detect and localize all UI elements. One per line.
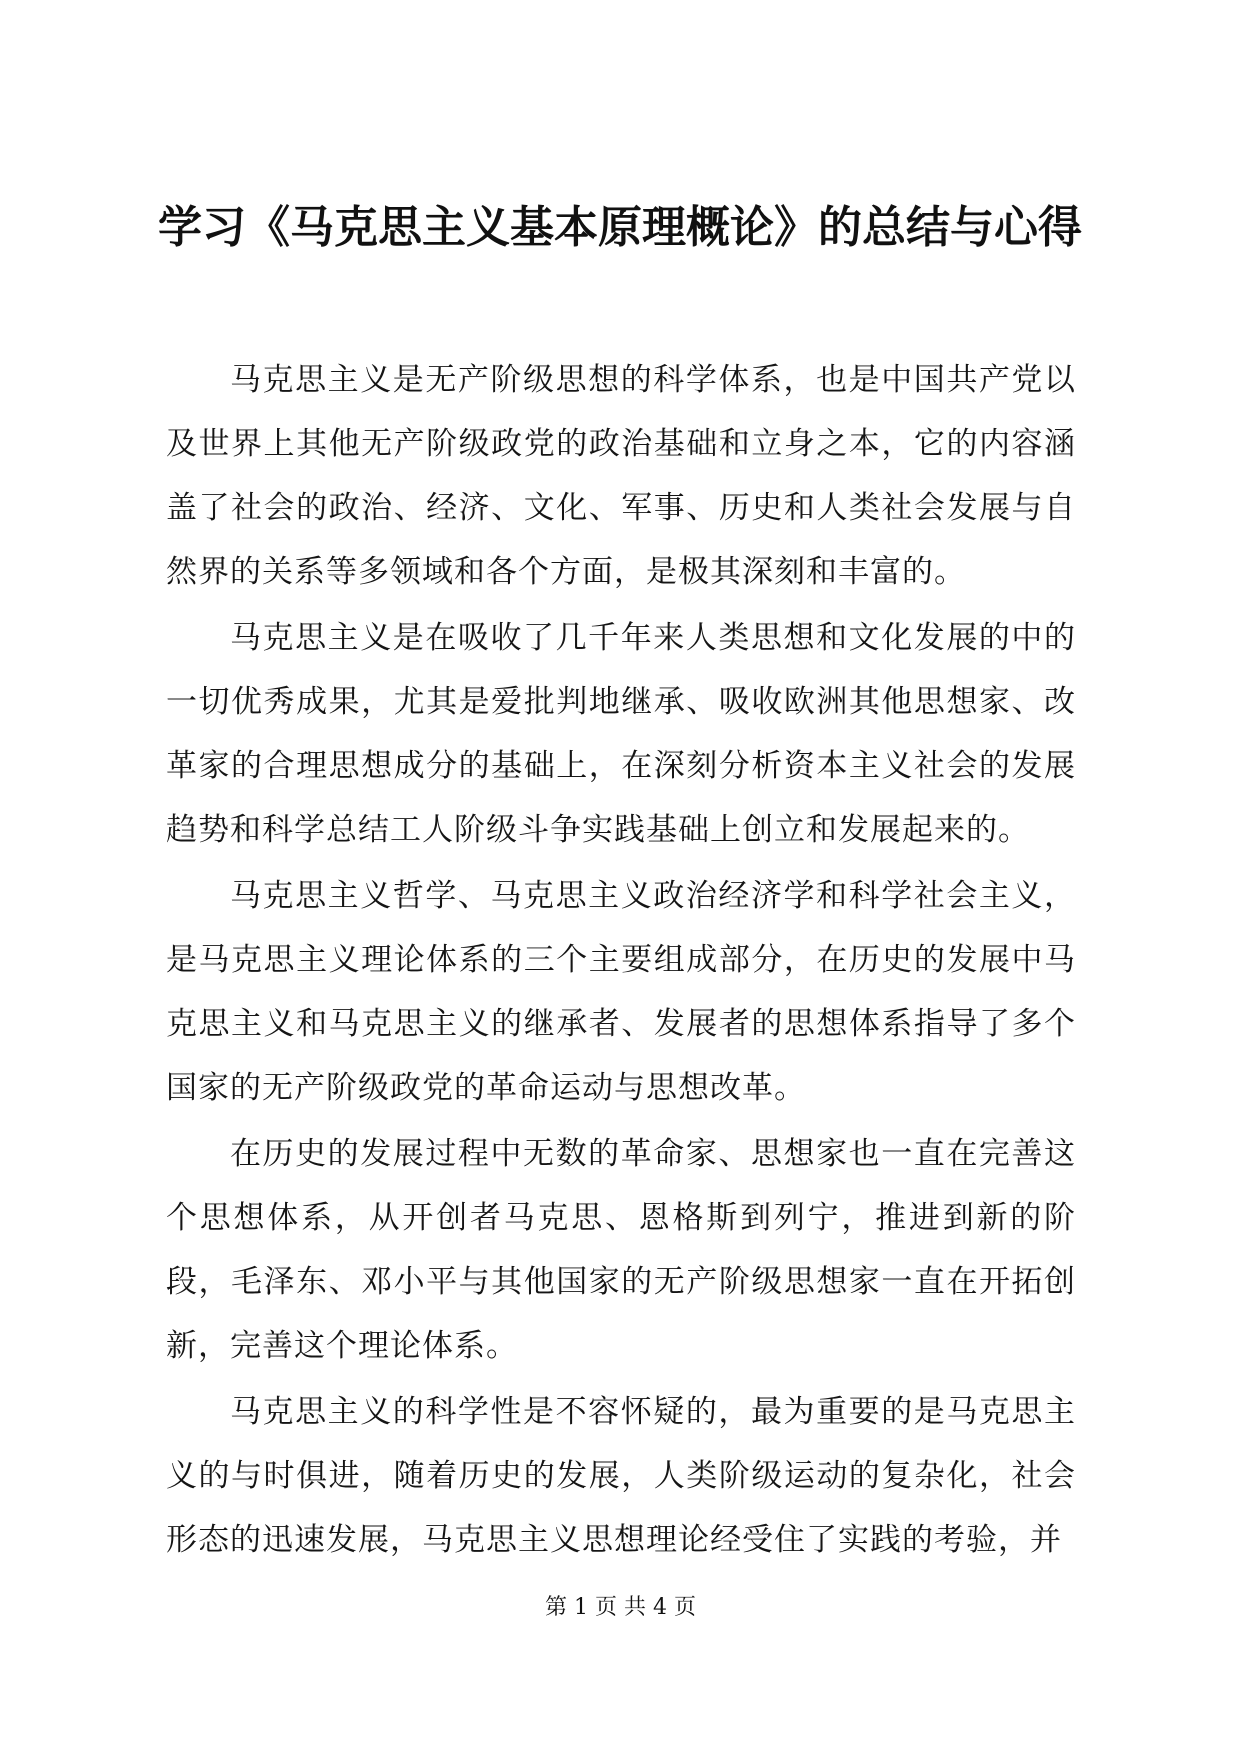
paragraph-5: 马克思主义的科学性是不容怀疑的，最为重要的是马克思主义的与时俱进，随着历史的发展，人类阶级运动的复杂化，社会形态的迅速发展，马克思主义思想理论经受住了实践的考验，并 <box>166 1394 1076 1558</box>
paragraph-1: 马克思主义是无产阶级思想的科学体系，也是中国共产党以及世界上其他无产阶级政党的政治基础和立身之本，它的内容涵盖了社会的政治、经济、文化、军事、历史和人类社会发展与自然界的关系等多领域和各个方面，是极其深刻和丰富的。 <box>166 362 1076 590</box>
paragraph-4: 在历史的发展过程中无数的革命家、思想家也一直在完善这个思想体系，从开创者马克思、恩格斯到列宁，推进到新的阶段，毛泽东、邓小平与其他国家的无产阶级思想家一直在开拓创新，完善这个理论体系。 <box>166 1136 1076 1364</box>
paragraph-2: 马克思主义是在吸收了几千年来人类思想和文化发展的中的一切优秀成果，尤其是爱批判地继承、吸收欧洲其他思想家、改革家的合理思想成分的基础上，在深刻分析资本主义社会的发展趋势和科学总结工人阶级斗争实践基础上创立和发展起来的。 <box>166 620 1076 848</box>
paragraph-3: 马克思主义哲学、马克思主义政治经济学和科学社会主义，是马克思主义理论体系的三个主要组成部分，在历史的发展中马克思主义和马克思主义的继承者、发展者的思想体系指导了多个国家的无产阶级政党的革命运动与思想改革。 <box>166 878 1076 1106</box>
document-title: 学习《马克思主义基本原理概论》的总结与心得 <box>158 202 1082 253</box>
document-body <box>166 348 1076 1574</box>
page-number-footer: 第 1 页 共 4 页 <box>545 1595 696 1620</box>
